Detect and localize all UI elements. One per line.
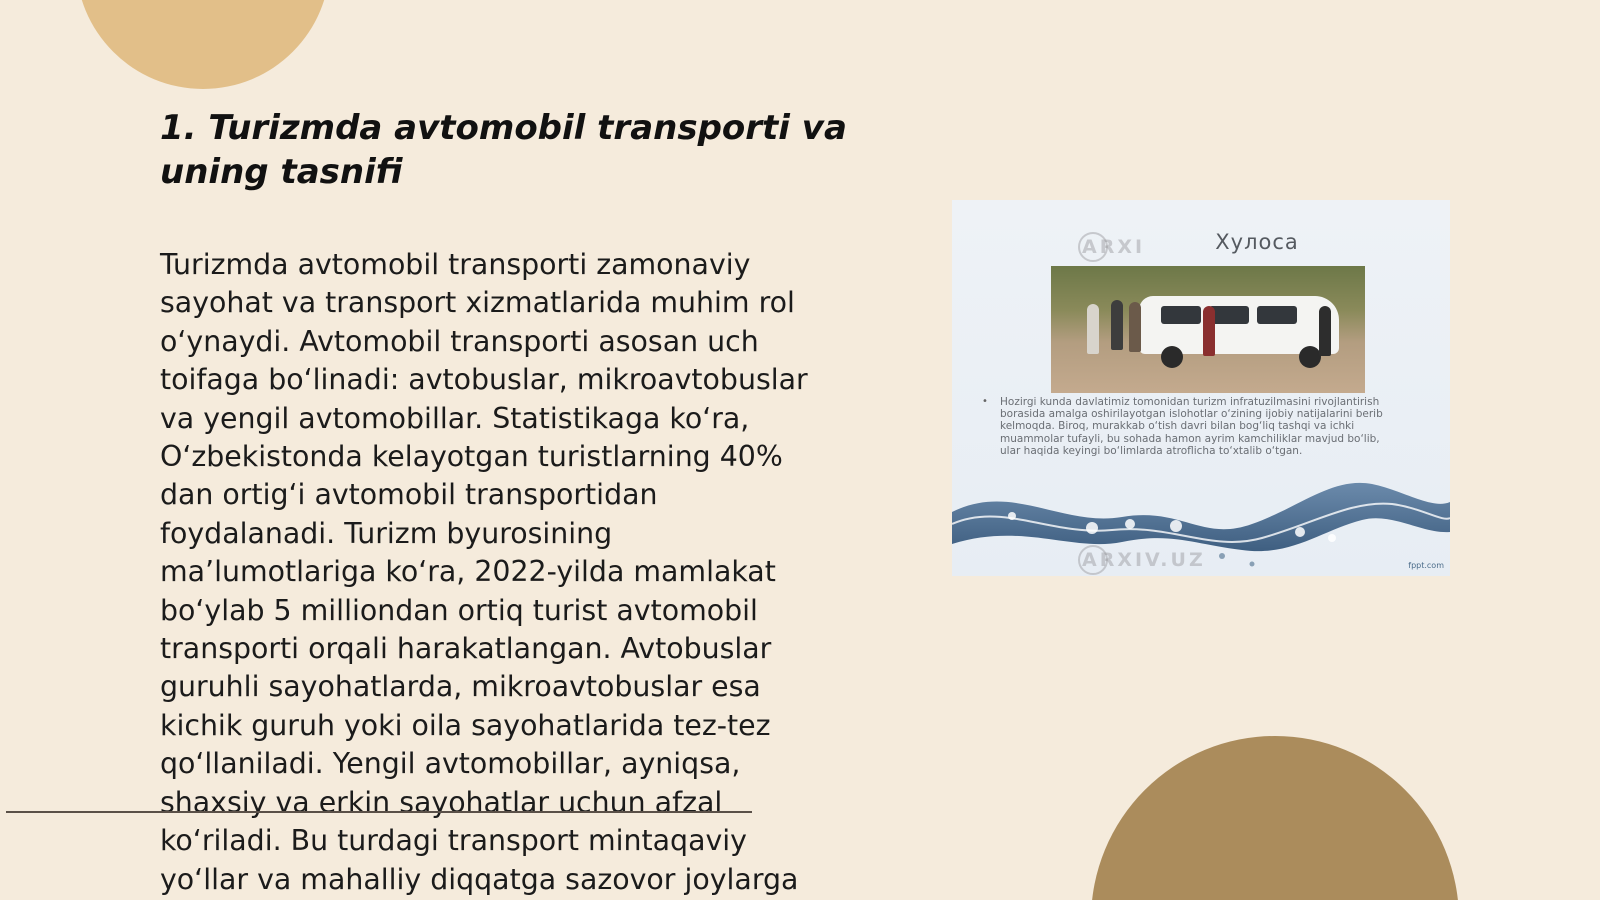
divider-line: [6, 811, 752, 813]
decorative-circle-bottom: [1091, 736, 1459, 900]
body-line: O‘zbekistonda kelayotgan turistlarning 40%: [160, 440, 783, 474]
van-window: [1257, 306, 1297, 324]
van-wheel: [1161, 346, 1183, 368]
body-line: kichik guruh yoki oila sayohatlarida tez-tez: [160, 708, 771, 742]
slide-title: 1. Turizmda avtomobil transporti va uning tasnifi: [160, 108, 847, 192]
body-line: yo‘llar va mahalliy diqqatga sazovor joylarga: [160, 862, 799, 896]
slide-body-text: [160, 246, 850, 899]
thumbnail-bullet: •: [982, 396, 988, 407]
body-line: qo‘llaniladi. Yengil avtomobillar, ayniqsa,: [160, 747, 741, 781]
watermark-bottom: ARXIV.UZ: [1082, 549, 1206, 571]
body-line: transporti orqali harakatlangan. Avtobuslar: [160, 632, 772, 666]
watermark-top: ARXI: [1082, 236, 1146, 258]
slide-thumbnail-image: [952, 200, 1450, 576]
body-line: foydalanadi. Turizm byurosining: [160, 516, 613, 550]
decorative-circle-top: [76, 0, 330, 89]
body-line: bo‘ylab 5 milliondan ortiq turist avtomobil: [160, 593, 758, 627]
thumbnail-credit: fppt.com: [1408, 561, 1444, 570]
body-line: ko‘riladi. Bu turdagi transport mintaqaviy: [160, 824, 747, 858]
body-line: o‘ynaydi. Avtomobil transporti asosan uch: [160, 324, 759, 358]
body-line: guruhli sayohatlarda, mikroavtobuslar esa: [160, 670, 761, 704]
body-line: Turizmda avtomobil transporti zamonaviy: [160, 248, 751, 281]
body-line: va yengil avtomobillar. Statistikaga ko‘ra,: [160, 401, 750, 435]
thumbnail-paragraph: Hozirgi kunda davlatimiz tomonidan turizm infratuzilmasini rivojlantirish borasida amalga oshirilayotgan islohotlar o‘zining ijobiy natijalarini berib kelmoqda. Biroq, murakkab o‘tish davri bilan bog‘liq tashqi va ichki muammolar tufayli, bu sohada hamon ayrim kamchiliklar mavjud bo‘lib, ular haqida keyingi bo‘limlarda atroflicha to‘xtalib o‘tgan.: [1000, 396, 1383, 457]
person-figure: [1111, 300, 1123, 350]
body-line: toifaga bo‘linadi: avtobuslar, mikroavtobuslar: [160, 363, 808, 397]
van-window: [1161, 306, 1201, 324]
van-window: [1209, 306, 1249, 324]
body-line: ma’lumotlariga ko‘ra, 2022-yilda mamlakat: [160, 555, 776, 589]
body-line: sayohat va transport xizmatlarida muhim rol: [160, 286, 795, 320]
van-wheel: [1299, 346, 1321, 368]
thumbnail-title: Xyлoca: [1215, 230, 1299, 254]
body-line: shaxsiy va erkin sayohatlar uchun afzal: [160, 785, 723, 819]
body-line: dan ortig‘i avtomobil transportidan: [160, 478, 658, 512]
person-figure: [1129, 302, 1141, 352]
person-figure: [1087, 304, 1099, 354]
person-figure: [1319, 306, 1331, 356]
van-photo: [1051, 266, 1365, 393]
person-figure: [1203, 306, 1215, 356]
